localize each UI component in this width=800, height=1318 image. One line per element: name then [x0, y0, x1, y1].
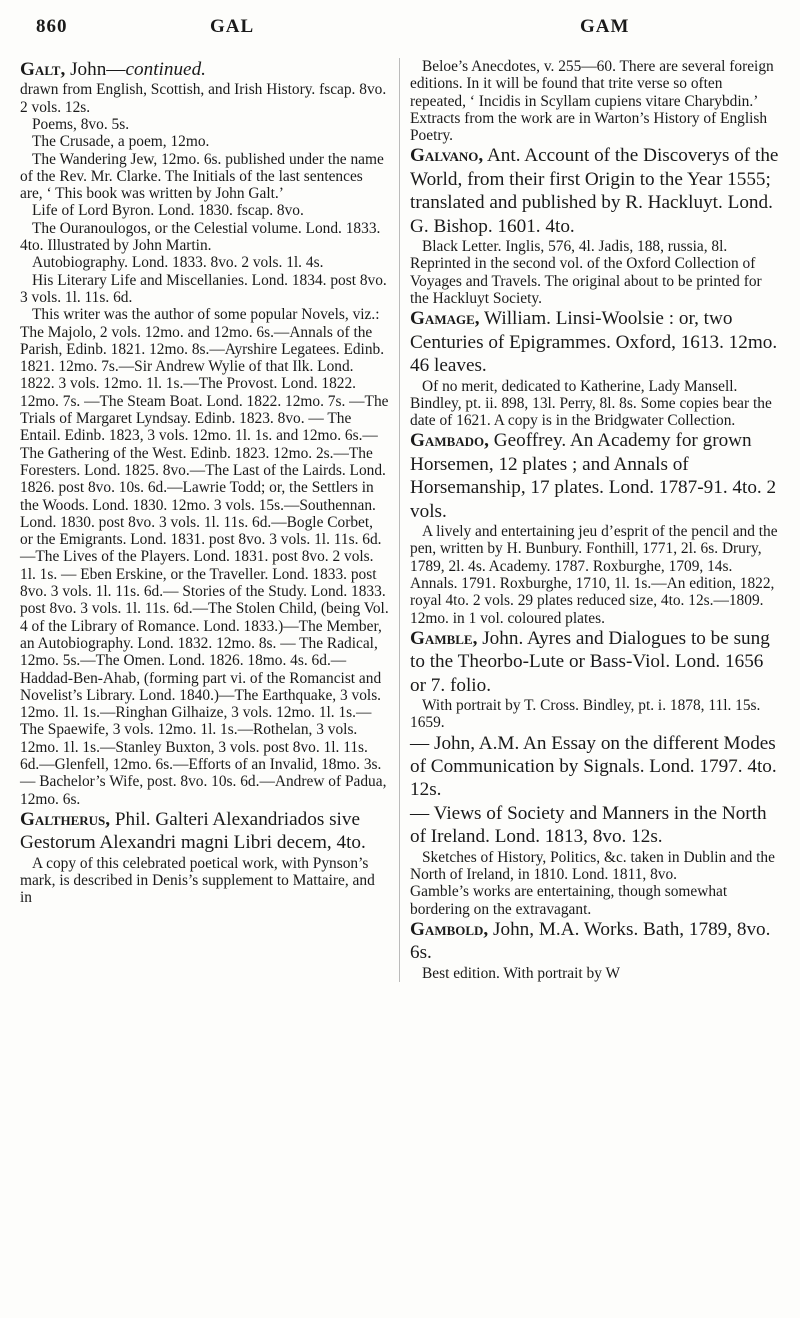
entry-note: Sketches of History, Politics, &c. taken in Dublin and the North of Ireland, in 1810. Lond. 1811, 8vo.: [410, 848, 775, 883]
entry-gambold: Gambold, John, M.A. Works. Bath, 1789, 8vo. 6s.: [410, 918, 771, 964]
entry-galt-heading: Galt, John—continued.: [20, 59, 206, 80]
entry-gamble-views: — Views of Society and Manners in the North of Ireland. Lond. 1813, 8vo. 12s.: [410, 802, 767, 848]
entry-text: The Ouranoulogos, or the Celestial volume. Lond. 1833. 4to. Illustrated by John Martin.: [20, 219, 381, 255]
entry-text: The Crusade, a poem, 12mo.: [32, 133, 210, 151]
entry-note: This writer was the author of some popular Novels, viz.: The Majolo, 2 vols. 12mo. and 12mo. 6s.—Annals of the Parish, Edinb. 1821. 12mo. 8s.—Ayrshire Legatees. Edinb. 1821. 12mo. 7s.—Sir Andrew Wylie of that Ilk. Lond. 1822. 3 vols. 12mo. 1l. 1s.—The Provost. Lond. 1822. 12mo. 7s. —The Steam Boat. Lond. 1822. 12mo. 7s. —The Trials of Margaret Lyndsay. Edinb. 1823. 8vo. — The Entail. Edinb. 1823, 3 vols. 12mo. 1l. 1s. and 12mo. 6s.—The Gathering of the West. Edinb. 1823. 12mo. 2s.—The Foresters. Lond. 1825. 8vo.—The Last of the Lairds. Lond. 1826. post 8vo. 10s. 6d.—Lawrie Todd; or, the Settlers in the Woods. Lond. 1830. 12mo. 3 vols. 15s.—Southennan. Lond. 1830. post 8vo. 3 vols. 1l. 11s. 6d.—Bogle Corbet, or the Emigrants. Lond. 1831. post 8vo. 3 vols. 1l. 11s. 6d.—The Lives of the Players. Lond. 1831. post 8vo. 2 vols. 1l. 1s. — Eben Erskine, or the Traveller. Lond. 1833. post 8vo. 3 vols. 1l. 11s. 6d.— Stories of the Study. Lond. 1833. post 8vo. 3 vols. 1l. 11s. 6d.—The Stolen Child, (being Vol. 4 of the Library of Romance. Lond. 1833.)—The Member, an Autobiography. Lond. 1832. 12mo. 8s. — The Radical, 12mo. 5s.—The Omen. Lond. 1826. 18mo. 4s. 6d.—Haddad-Ben-Ahab, (forming part vi. of the Romancist and Novelist’s Library. Lond. 1840.)—The Earthquake, 3 vols. 12mo. 1l. 1s.—Ringhan Gilhaize, 3 vols. 12mo. 1l. 1s.—The Spaewife, 3 vols. 12mo. 1l. 1s.—Rothelan, 3 vols. 12mo. 1l. 1s.—Stanley Buxton, 3 vols. post 8vo. 1l. 11s. 6d.—Glenfell, 12mo. 6s.—Efforts of an Invalid, 18mo. 3s.— Bachelor’s Wife, post. 8vo. 10s. 6d.—Andrew of Padua, 12mo. 6s.: [20, 306, 389, 808]
entry-galvano: Galvano, Ant. Account of the Discoverys of the World, from their first Origin to the Year 1555; translated and published by R. Hackluyt. Lond. G. Bishop. 1601. 4to.: [410, 145, 779, 237]
entry-gamble: Gamble, John. Ayres and Dialogues to be sung to the Theorbo-Lute or Bass-Viol. Lond. 1656 or 7. folio.: [410, 627, 770, 696]
entry-text: drawn from English, Scottish, and Irish History. fscap. 8vo. 2 vols. 12s.: [20, 81, 387, 116]
entry-text: Autobiography. Lond. 1833. 8vo. 2 vols. 1l. 4s.: [32, 254, 324, 272]
entry-note: Best edition. With portrait by W: [422, 964, 621, 982]
entry-note: Of no merit, dedicated to Katherine, Lady Mansell. Bindley, pt. ii. 898, 13l. Perry, 8l. 8s. Some copies bear the date of 1621. A copy is in the Bridgwater Collection.: [410, 377, 772, 430]
right-column: [399, 58, 780, 982]
running-head-left: GAL: [210, 16, 255, 37]
text-columns: [20, 58, 780, 982]
entry-text: The Wandering Jew, 12mo. 6s. published under the name of the Rev. Mr. Clarke. The Initials of the last sentences are, ‘ This book was written by John Galt.’: [20, 150, 384, 203]
entry-galtherus: Galtherus, Phil. Galteri Alexandriados sive Gestorum Alexandri magni Libri decem, 4to.: [20, 808, 366, 854]
left-column: [20, 58, 399, 982]
running-head: [20, 14, 780, 58]
entry-text: Life of Lord Byron. Lond. 1830. fscap. 8vo.: [32, 202, 304, 220]
entry-note: A lively and entertaining jeu d’esprit of the pencil and the pen, written by H. Bunbury. Fonthill, 1771, 2l. 6s. Drury, 1789, 2l. 4s. Academy. 1787. Roxburghe, 1709, 14s. Annals. 1791. Roxburghe, 1710, 1l. 1s.—An edition, 1822, royal 4to. 2 vols. 29 plates reduced size, 4to. 12s.—1809. 12mo. in 1 vol. coloured plates.: [410, 523, 778, 627]
entry-note: A copy of this celebrated poetical work, with Pynson’s mark, is described in Denis’s supplement to Mattaire, and in: [20, 854, 375, 907]
entry-gamage: Gamage, William. Linsi-Woolsie : or, two Centuries of Epigrammes. Oxford, 1613. 12mo. 46 leaves.: [410, 308, 778, 377]
entry-note: Black Letter. Inglis, 576, 4l. Jadis, 188, russia, 8l. Reprinted in the second vol. of the Oxford Collection of Voyages and Travels. The original about to be printed for the Hackluyt Society.: [410, 238, 762, 307]
entry-gamble-essay: — John, A.M. An Essay on the different Modes of Communication by Signals. Lond. 1797. 4to. 12s.: [410, 732, 777, 801]
entry-gambado: Gambado, Geoffrey. An Academy for grown Horsemen, 12 plates ; and Annals of Horsemanship, 17 plates. Lond. 1787-91. 4to. 2 vols.: [410, 430, 777, 522]
running-head-right: GAM: [580, 16, 630, 37]
entry-text: Poems, 8vo. 5s.: [32, 116, 130, 133]
entry-note: Gamble’s works are entertaining, though somewhat bordering on the extravagant.: [410, 883, 728, 918]
entry-note: Beloe’s Anecdotes, v. 255—60. There are several foreign editions. In it will be found that trite verse so often repeated, ‘ Incidis in Scyllam cupiens vitare Charybdin.’ Extracts from the work are in Warton’s History of English Poetry.: [410, 58, 774, 145]
page-number: 860: [36, 16, 68, 37]
entry-note: With portrait by T. Cross. Bindley, pt. i. 1878, 11l. 15s. 1659.: [410, 697, 761, 732]
entry-text: His Literary Life and Miscellanies. Lond. 1834. post 8vo. 3 vols. 1l. 11s. 6d.: [20, 271, 387, 306]
